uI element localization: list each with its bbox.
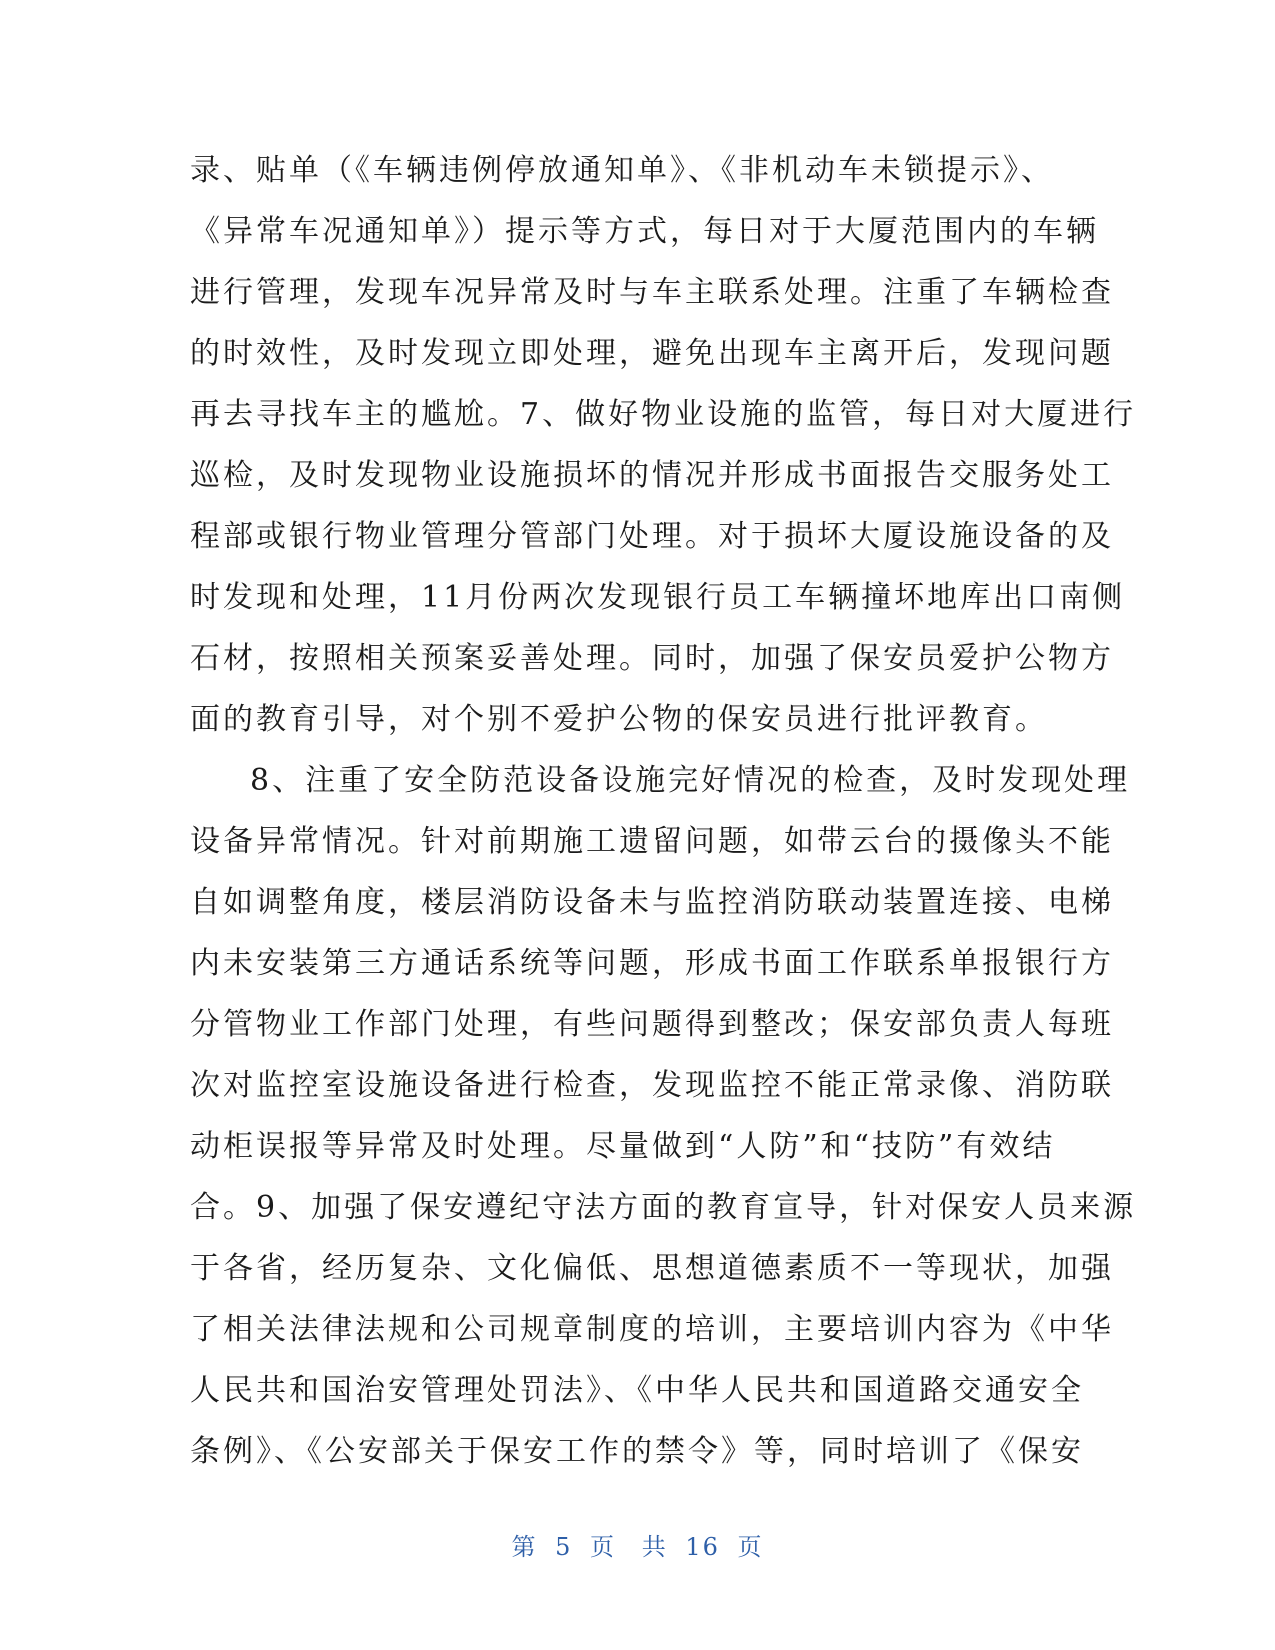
- paragraph-start-line: 8、注重了安全防范设备设施完好情况的检查，及时发现处理: [250, 763, 1131, 798]
- text-line: 时发现和处理，11月份两次发现银行员工车辆撞坏地库出口南侧: [190, 580, 1126, 615]
- text-line: 设备异常情况。针对前期施工遗留问题，如带云台的摄像头不能: [190, 824, 1114, 859]
- footer-page-word: 页: [590, 1533, 617, 1561]
- text-line: 《异常车况通知单》）提示等方式，每日对于大厦范围内的车辆: [190, 214, 1099, 249]
- text-line: 再去寻找车主的尴尬。7、做好物业设施的监管，每日对大厦进行: [190, 397, 1137, 432]
- text-line: 自如调整角度，楼层消防设备未与监控消防联动装置连接、电梯: [190, 885, 1114, 920]
- text-line: 合。9、加强了保安遵纪守法方面的教育宣导，针对保安人员来源: [190, 1190, 1137, 1225]
- text-line: 面的教育引导，对个别不爱护公物的保安员进行批评教育。: [190, 702, 1048, 737]
- text-line: 动柜误报等异常及时处理。尽量做到“人防”和“技防”有效结: [190, 1129, 1056, 1164]
- total-pages-number: 16: [685, 1533, 720, 1561]
- text-line: 程部或银行物业管理分管部门处理。对于损坏大厦设施设备的及: [190, 519, 1114, 554]
- document-body: [190, 140, 1137, 1482]
- text-line: 的时效性，及时发现立即处理，避免出现车主离开后，发现问题: [190, 336, 1114, 371]
- text-line: 进行管理，发现车况异常及时与车主联系处理。注重了车辆检查: [190, 275, 1114, 310]
- current-page-number: 5: [555, 1533, 573, 1561]
- text-line: 人民共和国治安管理处罚法》、《中华人民共和国道路交通安全: [190, 1373, 1084, 1408]
- text-line: 次对监控室设施设备进行检查，发现监控不能正常录像、消防联: [190, 1068, 1114, 1103]
- text-line: 条例》、《公安部关于保安工作的禁令》等，同时培训了《保安: [190, 1434, 1084, 1469]
- text-line: 于各省，经历复杂、文化偏低、思想道德素质不一等现状，加强: [190, 1251, 1114, 1286]
- text-line: 内未安装第三方通话系统等问题，形成书面工作联系单报银行方: [190, 946, 1114, 981]
- text-line: 巡检，及时发现物业设施损坏的情况并形成书面报告交服务处工: [190, 458, 1114, 493]
- footer-suffix: 页: [737, 1533, 764, 1561]
- page-footer: [0, 1532, 1275, 1562]
- footer-total-word: 共: [641, 1533, 668, 1561]
- text-line: 石材，按照相关预案妥善处理。同时，加强了保安员爱护公物方: [190, 641, 1114, 676]
- text-line: 录、贴单（《车辆违例停放通知单》、《非机动车未锁提示》、: [190, 153, 1054, 188]
- footer-prefix: 第: [511, 1533, 538, 1561]
- text-line: 分管物业工作部门处理，有些问题得到整改；保安部负责人每班: [190, 1007, 1114, 1042]
- text-line: 了相关法律法规和公司规章制度的培训，主要培训内容为《中华: [190, 1312, 1114, 1347]
